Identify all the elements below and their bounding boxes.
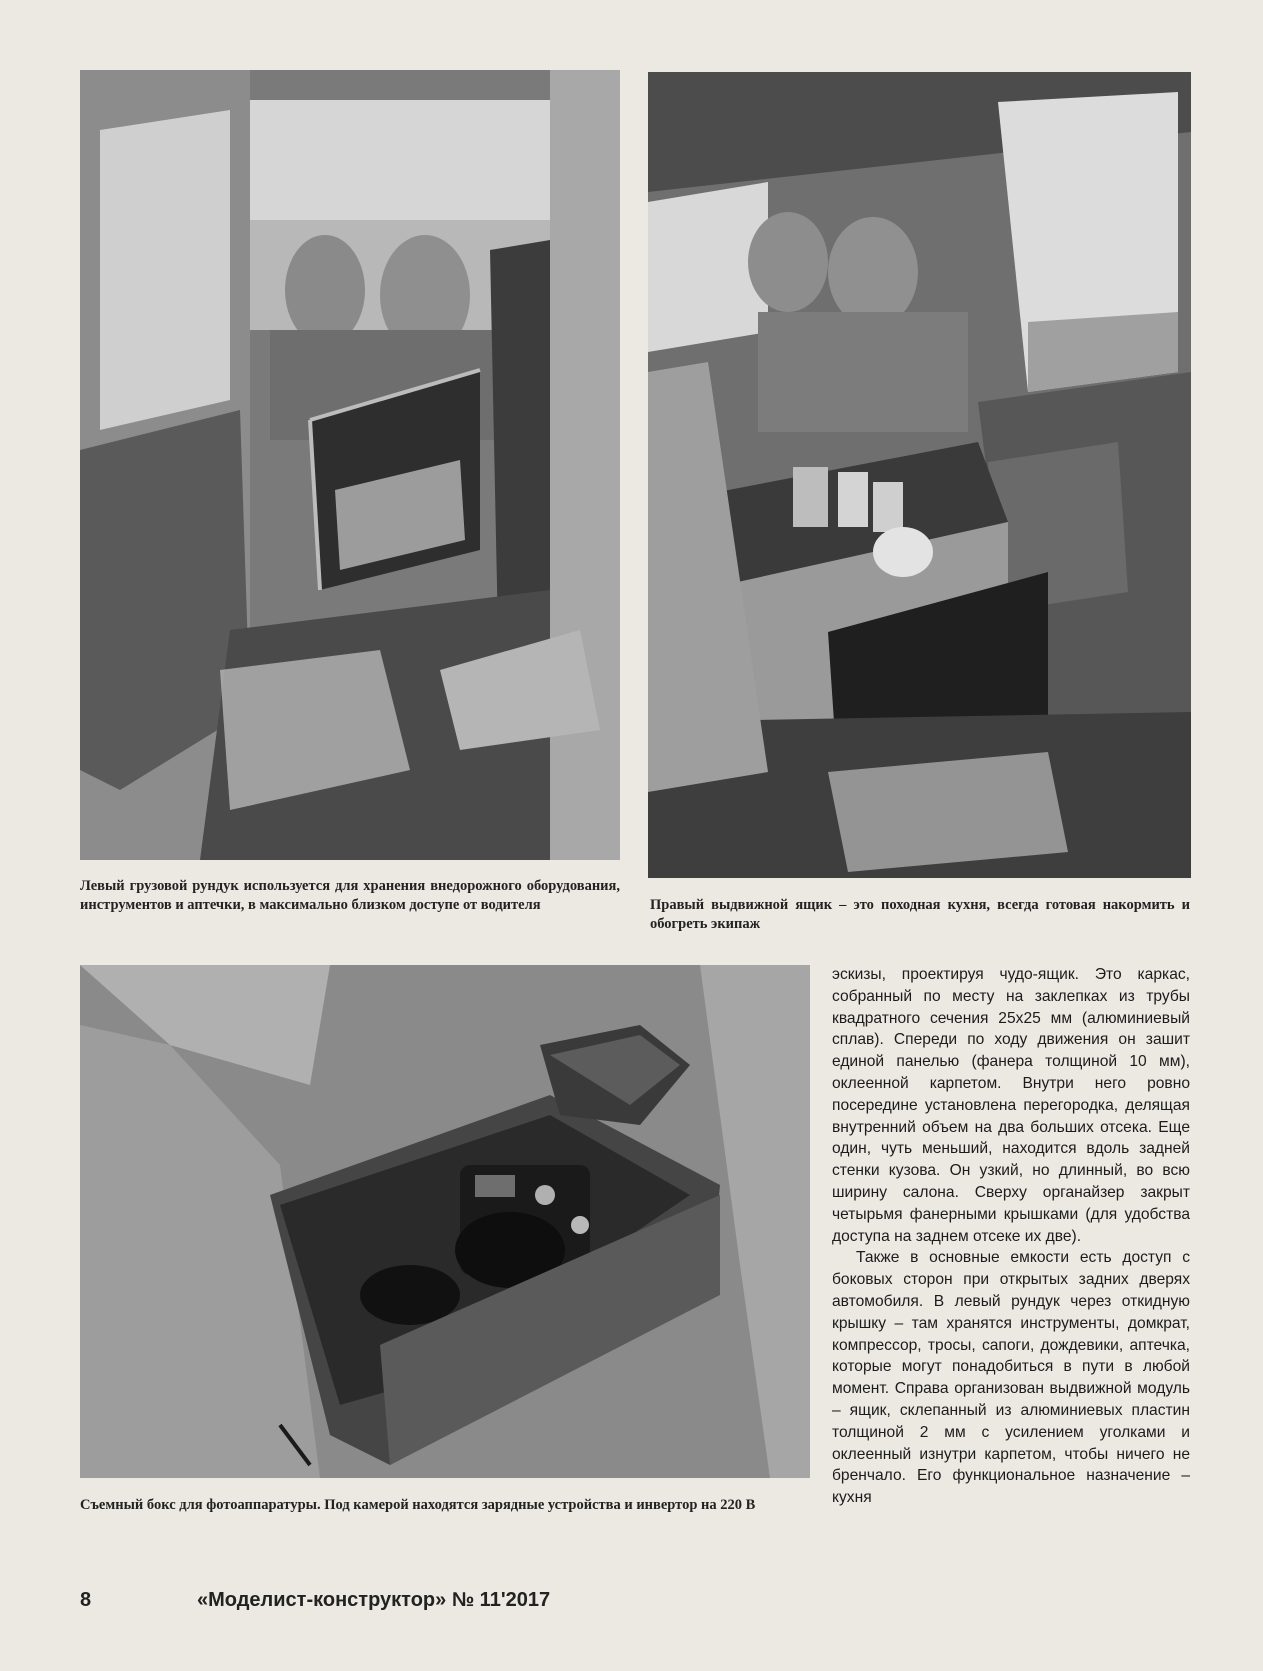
caption-bottom: Съемный бокс для фотоаппаратуры. Под камерой находятся зарядные устройства и инвертор на 220 В [80,1497,756,1513]
article-paragraph-2: Также в основные емкости есть доступ с боковых сторон при открытых задних дверях автомобиля. В левый рундук через откидную крышку – там хранятся инструменты, домкрат, компрессор, тросы, сапоги, дождевики, аптечка, которые могут понадобиться в пути в любой момент. Справа организован выдвижной модуль – ящик, склепанный из алюминиевых пластин толщиной 2 мм с усилением уголками и оклеенный изнутри карпетом, чтобы ничего не бренчало. Его функциональное назначение – кухня [832,1249,1190,1507]
magazine-issue: «Моделист-конструктор» № 11'2017 [197,1589,551,1611]
article-paragraph-1: эскизы, проектируя чудо-ящик. Это каркас, собранный по месту на заклепках из трубы квадратного сечения 25х25 мм (алюминиевый сплав). Спереди по ходу движения он зашит единой панелью (фанера толщиной 10 мм), оклеенной карпетом. Внутри него ровно посередине установлена перегородка, делящая внутренний объем на два больших отсека. Еще один, чуть меньший, находится вдоль задней стенки кузова. Он узкий, но длинный, во всю ширину салона. Сверху органайзер закрыт четырьмя фанерными крышками (для удобства доступа на заднем отсеке их две). [832,966,1190,1245]
caption-right: Правый выдвижной ящик – это походная кухня, всегда готовая накормить и обогреть экипаж [650,897,1190,932]
caption-left: Левый грузовой рундук используется для хранения внедорожного оборудования, инструментов и аптечки, в максимально близком доступе от водителя [80,878,620,913]
photo-bottom-camera-box [80,965,810,1478]
page-number: 8 [80,1589,92,1611]
article-body [832,964,1190,1509]
photo-left-cargo-chest [80,70,620,860]
photo-right-kitchen-drawer [648,72,1191,878]
